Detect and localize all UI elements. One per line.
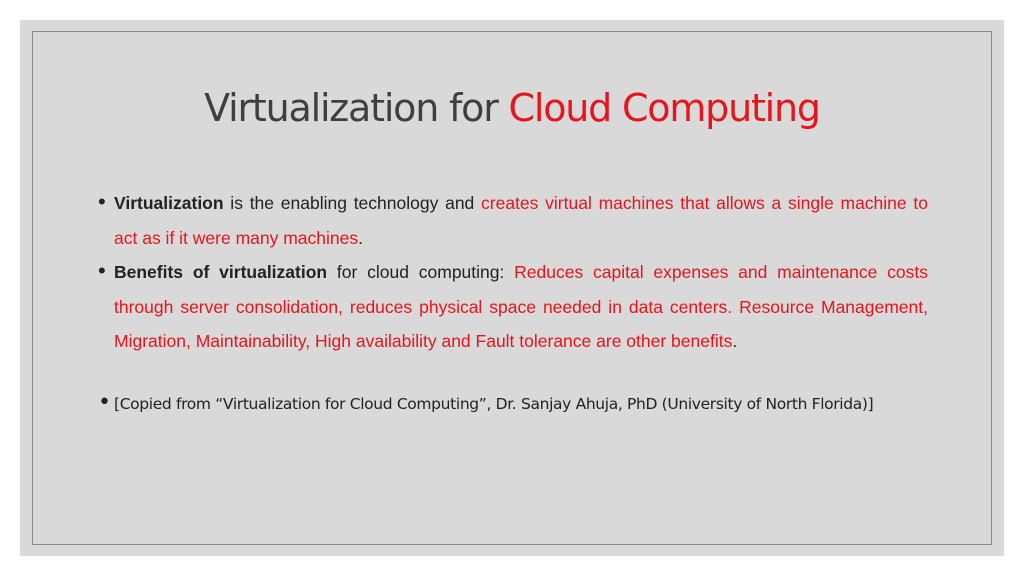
bullet-dot-icon: • [98, 189, 106, 214]
bullet-benefits [96, 255, 928, 359]
bullet-term: Benefits of virtualization [114, 262, 328, 282]
bullet-end: . [732, 331, 738, 351]
bullet-virtualization [96, 186, 928, 255]
title-accent: Cloud Computing [508, 86, 820, 130]
bullet-text: for cloud computing: [327, 262, 515, 282]
bullet-term: Virtualization [114, 193, 224, 213]
bullet-highlight: Reduces capital expenses and maintenance costs through server consolidation, reduces physical space needed in data centers. Resource Management, Migration, Maintainability, High availability and Fault tolerance are other benefits [114, 262, 928, 351]
bullet-list [96, 186, 928, 421]
bullet-dot-icon: • [98, 389, 111, 415]
citation-text: [Copied from “Virtualization for Cloud Computing”, Dr. Sanjay Ahuja, PhD (University of North Florida)] [114, 394, 874, 413]
title-plain: Virtualization for [204, 86, 509, 130]
bullet-highlight: creates virtual machines that allows a single machine to act as if it were many machines [114, 193, 928, 248]
bullet-text: is the enabling technology and [223, 193, 482, 213]
bullet-citation [96, 387, 928, 422]
slide-title [20, 86, 1004, 130]
slide [20, 20, 1004, 556]
bullet-end: . [358, 227, 363, 248]
bullet-dot-icon: • [98, 258, 106, 283]
